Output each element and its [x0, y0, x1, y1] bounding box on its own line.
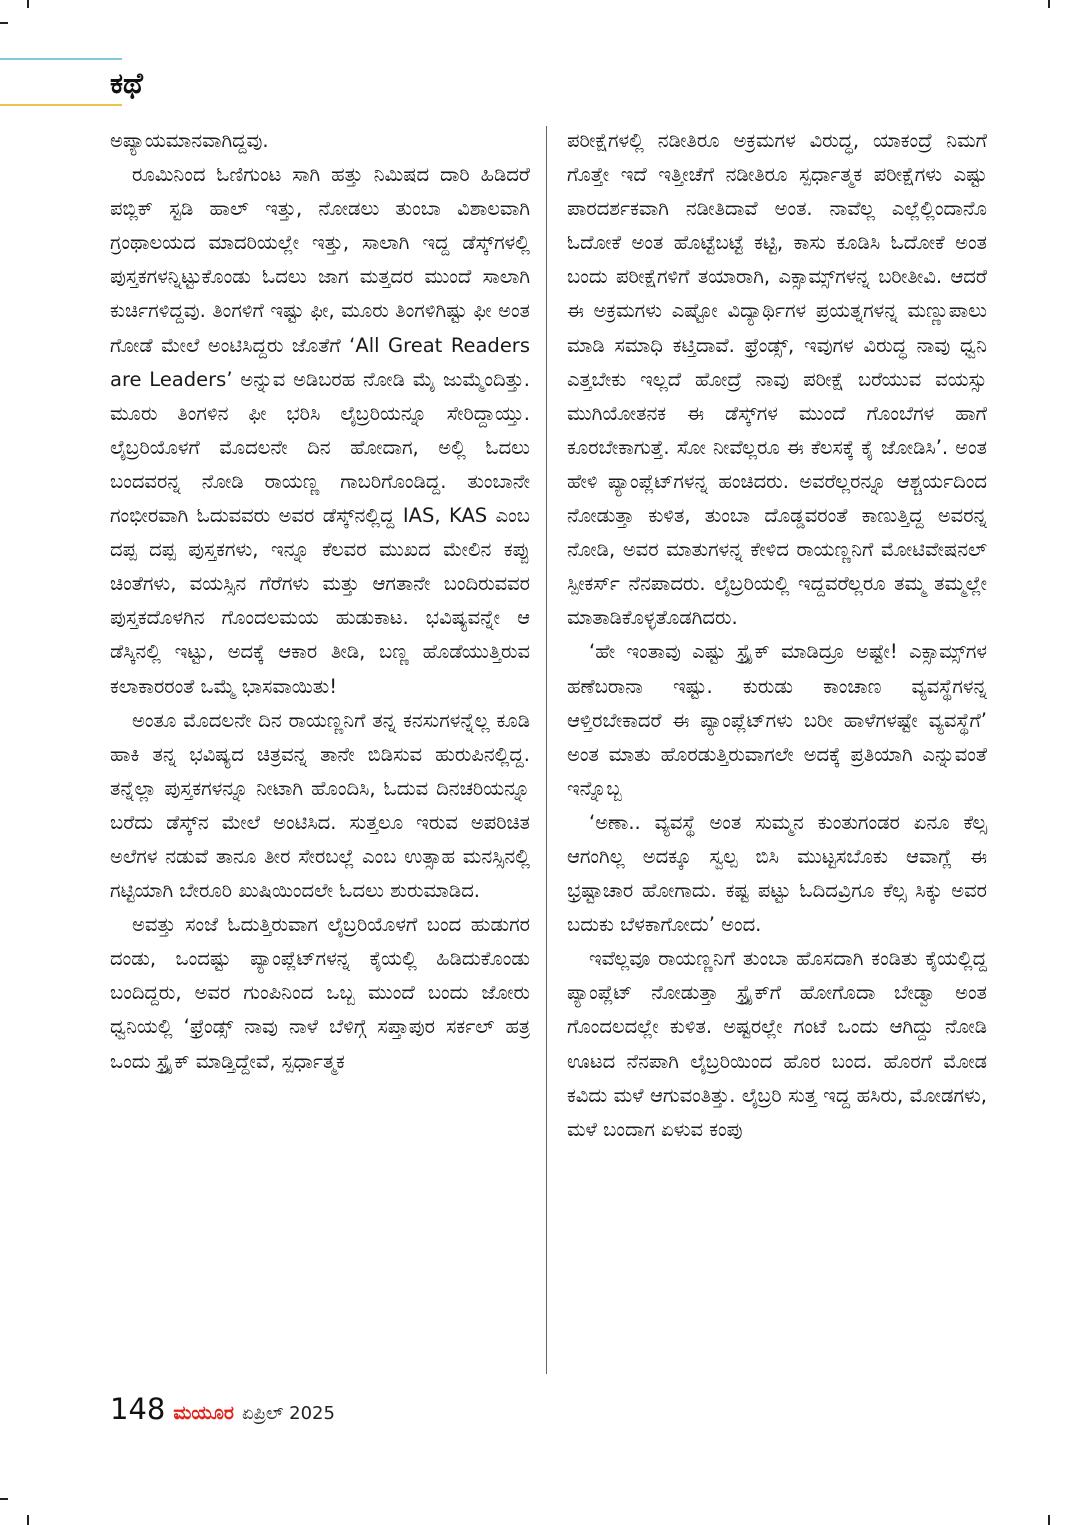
- crop-mark: [1048, 0, 1050, 8]
- paragraph: ‘ಅಣಾ.. ವ್ಯವಸ್ಥೆ ಅಂತ ಸುಮ್ಮನ ಕುಂತುಗಂಡರ ಏನೂ ಕೆಲ್ಸ ಆಗಂಗಿಲ್ಲ ಅದಕ್ಕೂ ಸ್ವಲ್ಪ ಬಿಸಿ ಮುಟ್ಟಸಬೊಕು ಆವಾಗ್ಲೆ ಈ ಭ್ರಷ್ಟಾಚಾರ ಹೋಗಾದು. ಕಷ್ಟ ಪಟ್ಟು ಓದಿದವ್ರಿಗೂ ಕೆಲ್ಸ ಸಿಕ್ಕು ಅವರ ಬದುಕು ಬೆಳಕಾಗೋದು’ ಅಂದ.: [567, 810, 987, 937]
- crop-mark: [0, 22, 8, 24]
- right-column: [567, 124, 987, 1147]
- paragraph: ‘ಹೇ ಇಂತಾವು ಎಷ್ಟು ಸ್ಟ್ರೈಕ್ ಮಾಡಿದ್ರೂ ಅಷ್ಟೇ! ಎಕ್ಸಾಮ್ಸ್‌ಗಳ ಹಣೆಬರಾನಾ ಇಷ್ಟು. ಕುರುಡು ಕಾಂಚಾಣ ವ್ಯವಸ್ಥೆಗಳನ್ನ ಆಳ್ತಿರಬೇಕಾದರೆ ಈ ಪ್ಯಾಂಪ್ಲೆಟ್‌ಗಳು ಬರೀ ಹಾಳೆಗಳಷ್ಟೇ ವ್ಯವಸ್ಥೆಗೆ’ ಅಂತ ಮಾತು ಹೊರಡುತ್ತಿರುವಾಗಲೇ ಅದಕ್ಕೆ ಪ್ರತಿಯಾಗಿ ಎನ್ನುವಂತೆ ಇನ್ನೊಬ್ಬ: [567, 640, 987, 800]
- header-rule-bottom: [0, 104, 122, 106]
- left-column: [110, 124, 530, 1079]
- crop-mark: [1048, 1515, 1050, 1525]
- section-title: ಕಥೆ: [110, 66, 143, 100]
- paragraph: ಅಂತೂ ಮೊದಲನೇ ದಿನ ರಾಯಣ್ಣನಿಗೆ ತನ್ನ ಕನಸುಗಳನ್ನೆಲ್ಲ ಕೂಡಿ ಹಾಕಿ ತನ್ನ ಭವಿಷ್ಯದ ಚಿತ್ರವನ್ನ ತಾನೇ ಬಿಡಿಸುವ ಹುರುಪಿನಲ್ಲಿದ್ದ. ತನ್ನೆಲ್ಲಾ ಪುಸ್ತಕಗಳನ್ನೂ ನೀಟಾಗಿ ಹೊಂದಿಸಿ, ಓದುವ ದಿನಚರಿಯನ್ನೂ ಬರೆದು ಡೆಸ್ಕ್‌ನ ಮೇಲೆ ಅಂಟಿಸಿದ. ಸುತ್ತಲೂ ಇರುವ ಅಪರಿಚಿತ ಅಲೆಗಳ ನಡುವೆ ತಾನೂ ತೀರ ಸೇರಬಲ್ಲೆ ಎಂಬ ಉತ್ಸಾಹ ಮನಸ್ಸಿನಲ್ಲಿ ಗಟ್ಟಿಯಾಗಿ ಬೇರೂರಿ ಖುಷಿಯಿಂದಲೇ ಓದಲು ಶುರುಮಾಡಿದ.: [110, 708, 530, 903]
- crop-mark: [0, 1498, 8, 1500]
- paragraph: ರೂಮಿನಿಂದ ಓಣಿಗುಂಟ ಸಾಗಿ ಹತ್ತು ನಿಮಿಷದ ದಾರಿ ಹಿಡಿದರೆ ಪಬ್ಲಿಕ್ ಸ್ಟಡಿ ಹಾಲ್ ಇತ್ತು, ನೋಡಲು ತುಂಬಾ ವಿಶಾಲವಾಗಿ ಗ್ರಂಥಾಲಯದ ಮಾದರಿಯಲ್ಲೇ ಇತ್ತು, ಸಾಲಾಗಿ ಇದ್ದ ಡೆಸ್ಕ್‌ಗಳಲ್ಲಿ ಪುಸ್ತಕಗಳನ್ನಿಟ್ಟುಕೊಂಡು ಓದಲು ಜಾಗ ಮತ್ತದರ ಮುಂದೆ ಸಾಲಾಗಿ ಕುರ್ಚಿಗಳಿದ್ದವು. ತಿಂಗಳಿಗೆ ಇಷ್ಟು ಫೀ, ಮೂರು ತಿಂಗಳಿಗಿಷ್ಟು ಫೀ ಅಂತ ಗೋಡೆ ಮೇಲೆ ಅಂಟಿಸಿದ್ದರು ಜೊತೆಗೆ ‘All Great Readers are Leaders’ ಅನ್ನುವ ಅಡಿಬರಹ ನೋಡಿ ಮೈ ಜುಮ್ಮೆಂದಿತ್ತು. ಮೂರು ತಿಂಗಳಿನ ಫೀ ಭರಿಸಿ ಲೈಬ್ರರಿಯನ್ನೂ ಸೇರಿದ್ದಾಯ್ತು. ಲೈಬ್ರರಿಯೊಳಗೆ ಮೊದಲನೇ ದಿನ ಹೋದಾಗ, ಅಲ್ಲಿ ಓದಲು ಬಂದವರನ್ನ ನೋಡಿ ರಾಯಣ್ಣ ಗಾಬರಿಗೊಂಡಿದ್ದ. ತುಂಬಾನೇ ಗಂಭೀರವಾಗಿ ಓದುವವರು ಅವರ ಡೆಸ್ಕ್‌ನಲ್ಲಿದ್ದ IAS, KAS ಎಂಬ ದಪ್ಪ ದಪ್ಪ ಪುಸ್ತಕಗಳು, ಇನ್ನೂ ಕೆಲವರ ಮುಖದ ಮೇಲಿನ ಕಪ್ಪು ಚಿಂತೆಗಳು, ವಯಸ್ಸಿನ ಗೆರೆಗಳು ಮತ್ತು ಆಗತಾನೇ ಬಂದಿರುವವರ ಪುಸ್ತಕದೊಳಗಿನ ಗೊಂದಲಮಯ ಹುಡುಕಾಟ. ಭವಿಷ್ಯವನ್ನೇ ಆ ಡೆಸ್ಕಿನಲ್ಲಿ ಇಟ್ಟು, ಅದಕ್ಕೆ ಆಕಾರ ತೀಡಿ, ಬಣ್ಣ ಹೊಡೆಯುತ್ತಿರುವ ಕಲಾಕಾರರಂತೆ ಒಮ್ಮೆ ಭಾಸವಾಯಿತು!: [110, 163, 530, 698]
- paragraph: ಅಪ್ಯಾಯಮಾನವಾಗಿದ್ದವು.: [110, 129, 269, 152]
- column-divider: [546, 126, 547, 1374]
- paragraph: ಅವತ್ತು ಸಂಜೆ ಓದುತ್ತಿರುವಾಗ ಲೈಬ್ರರಿಯೊಳಗೆ ಬಂದ ಹುಡುಗರ ದಂಡು, ಒಂದಷ್ಟು ಪ್ಯಾಂಪ್ಲೆಟ್‌ಗಳನ್ನ ಕೈಯಲ್ಲಿ ಹಿಡಿದುಕೊಂಡು ಬಂದಿದ್ದರು, ಅವರ ಗುಂಪಿನಿಂದ ಒಬ್ಬ ಮುಂದೆ ಬಂದು ಜೋರು ಧ್ವನಿಯಲ್ಲಿ ‘ಫ್ರೆಂಡ್ಸ್ ನಾವು ನಾಳೆ ಬೆಳಿಗ್ಗೆ ಸಪ್ತಾಪುರ ಸರ್ಕಲ್ ಹತ್ರ ಒಂದು ಸ್ಟ್ರೈಕ್ ಮಾಡ್ತಿದ್ದೇವೆ, ಸ್ಪರ್ಧಾತ್ಮಕ: [110, 913, 530, 1073]
- page-footer: [110, 1392, 335, 1432]
- issue-date: ಏಪ್ರಿಲ್ 2025: [241, 1403, 335, 1424]
- crop-mark: [27, 1515, 29, 1525]
- header-rule-top: [0, 58, 122, 60]
- paragraph: ಪರೀಕ್ಷೆಗಳಲ್ಲಿ ನಡೀತಿರೂ ಅಕ್ರಮಗಳ ವಿರುದ್ಧ, ಯಾಕಂದ್ರೆ ನಿಮಗೆ ಗೊತ್ತೇ ಇದೆ ಇತ್ತೀಚೆಗೆ ನಡೀತಿರೂ ಸ್ಪರ್ಧಾತ್ಮಕ ಪರೀಕ್ಷೆಗಳು ಎಷ್ಟು ಪಾರದರ್ಶಕವಾಗಿ ನಡೀತಿದಾವೆ ಅಂತ. ನಾವೆಲ್ಲ ಎಲ್ಲೆಲ್ಲಿಂದಾನೊ ಓದೋಕೆ ಅಂತ ಹೊಟ್ಟೆಬಟ್ಟೆ ಕಟ್ಟಿ, ಕಾಸು ಕೂಡಿಸಿ ಓದೋಕೆ ಅಂತ ಬಂದು ಪರೀಕ್ಷೆಗಳಿಗೆ ತಯಾರಾಗಿ, ಎಕ್ಸಾಮ್ಸ್‌ಗಳನ್ನ ಬರೀತೀವಿ. ಆದರೆ ಈ ಅಕ್ರಮಗಳು ಎಷ್ಟೋ ವಿದ್ಯಾರ್ಥಿಗಳ ಪ್ರಯತ್ನಗಳನ್ನ ಮಣ್ಣುಪಾಲು ಮಾಡಿ ಸಮಾಧಿ ಕಟ್ತಿದಾವೆ. ಫ್ರೆಂಡ್ಸ್, ಇವುಗಳ ವಿರುದ್ಧ ನಾವು ಧ್ವನಿ ಎತ್ತಬೇಕು ಇಲ್ಲದೆ ಹೋದ್ರೆ ನಾವು ಪರೀಕ್ಷೆ ಬರೆಯುವ ವಯಸ್ಸು ಮುಗಿಯೋತನಕ ಈ ಡೆಸ್ಕ್‌ಗಳ ಮುಂದೆ ಗೊಂಬೆಗಳ ಹಾಗೆ ಕೂರಬೇಕಾಗುತ್ತೆ. ಸೋ ನೀವೆಲ್ಲರೂ ಈ ಕೆಲಸಕ್ಕೆ ಕೈ ಜೋಡಿಸಿ’. ಅಂತ ಹೇಳಿ ಪ್ಯಾಂಪ್ಲೆಟ್‌ಗಳನ್ನ ಹಂಚಿದರು. ಅವರೆಲ್ಲರನ್ನೂ ಆಶ್ಚರ್ಯದಿಂದ ನೋಡುತ್ತಾ ಕುಳಿತ, ತುಂಬಾ ದೊಡ್ಡವರಂತೆ ಕಾಣುತ್ತಿದ್ದ ಅವರನ್ನ ನೋಡಿ, ಅವರ ಮಾತುಗಳನ್ನ ಕೇಳಿದ ರಾಯಣ್ಣನಿಗೆ ಮೋಟಿವೇಷನಲ್ ಸ್ಪೀಕರ್ಸ್ ನೆನಪಾದರು. ಲೈಬ್ರರಿಯಲ್ಲಿ ಇದ್ದವರೆಲ್ಲರೂ ತಮ್ಮ ತಮ್ಮಲ್ಲೇ ಮಾತಾಡಿಕೊಳ್ಳತೊಡಗಿದರು.: [567, 129, 987, 630]
- paragraph: ಇವೆಲ್ಲವೂ ರಾಯಣ್ಣನಿಗೆ ತುಂಬಾ ಹೊಸದಾಗಿ ಕಂಡಿತು ಕೈಯಲ್ಲಿದ್ದ ಪ್ಯಾಂಪ್ಲೆಟ್ ನೋಡುತ್ತಾ ಸ್ಟ್ರೈಕ್‌ಗೆ ಹೋಗೊದಾ ಬೇಡ್ವಾ ಅಂತ ಗೊಂದಲದಲ್ಲೇ ಕುಳಿತ. ಅಷ್ಟರಲ್ಲೇ ಗಂಟೆ ಒಂದು ಆಗಿದ್ದು ನೋಡಿ ಊಟದ ನೆನಪಾಗಿ ಲೈಬ್ರರಿಯಿಂದ ಹೊರ ಬಂದ. ಹೊರಗೆ ಮೋಡ ಕವಿದು ಮಳೆ ಆಗುವಂತಿತ್ತು. ಲೈಬ್ರರಿ ಸುತ್ತ ಇದ್ದ ಹಸಿರು, ಮೋಡಗಳು, ಮಳೆ ಬಂದಾಗ ಏಳುವ ಕಂಪು: [567, 947, 987, 1141]
- crop-mark: [27, 0, 29, 8]
- page-number: 148: [110, 1392, 166, 1426]
- magazine-logo: ಮಯೂರ: [173, 1402, 234, 1424]
